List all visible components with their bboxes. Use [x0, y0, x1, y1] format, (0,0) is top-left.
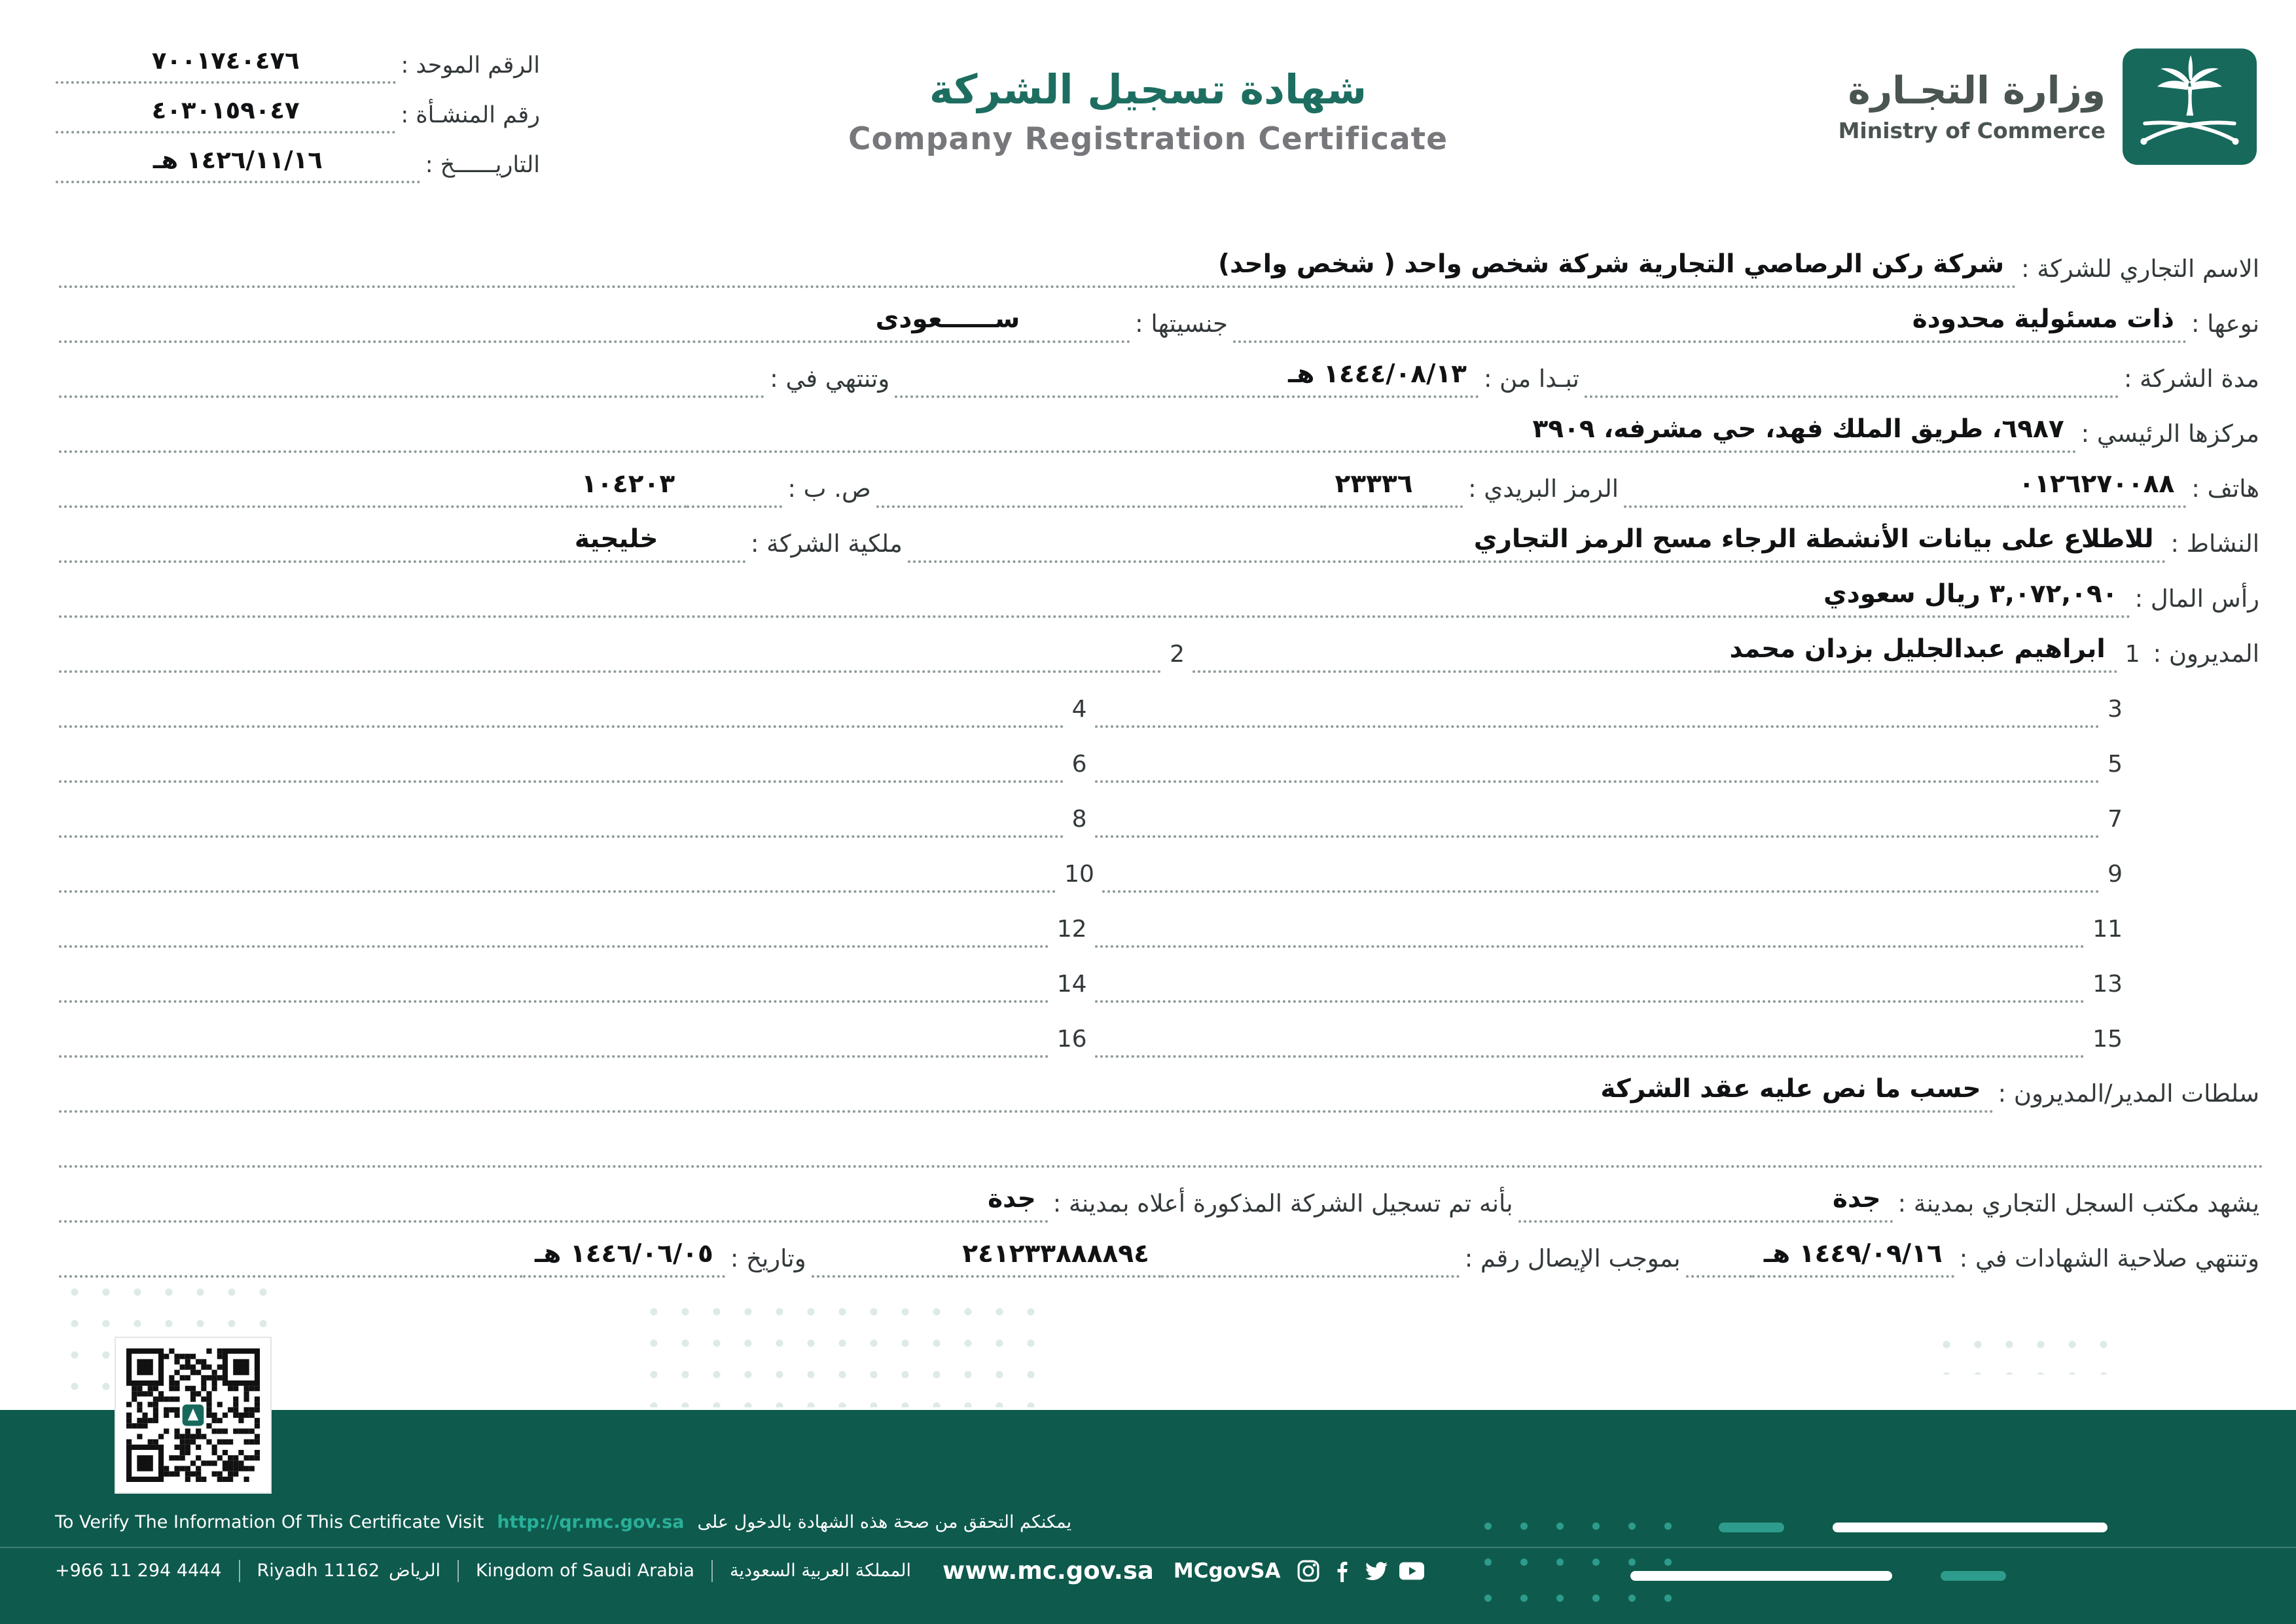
- dotted-leader: [59, 829, 1064, 838]
- dotted-leader: [895, 389, 1276, 398]
- date-label: التاريــــــخ :: [425, 152, 540, 178]
- dotted-leader: [1161, 1269, 1460, 1278]
- dotted-leader: [1518, 1214, 1821, 1223]
- footer-country-arabic: المملكة العربية السعودية: [729, 1561, 912, 1581]
- trade-name-value: شركة ركن الرصاصي التجارية شركة شخص واحد ( شخص واحد): [1206, 249, 2016, 288]
- manager-number: 8: [1071, 806, 1087, 833]
- dotted-leader: [59, 1104, 1588, 1113]
- manager-number: 12: [1056, 916, 1087, 943]
- row-registry-attestation: [59, 1168, 2265, 1223]
- footer-verify-line: [55, 1512, 1071, 1532]
- activity-value: للاطلاع على بيانات الأنشطة الرجاء مسح الرمز التجاري: [1462, 524, 2166, 563]
- dotted-leader: [59, 609, 1812, 618]
- footer-social-icons: [1297, 1560, 1424, 1582]
- verify-url-link[interactable]: http://qr.mc.gov.sa: [497, 1512, 685, 1532]
- row-powers-continuation: [59, 1113, 2265, 1168]
- dotted-leader: [1102, 884, 2100, 893]
- registered-city-value: جدة: [976, 1184, 1048, 1223]
- dotted-leader: [1095, 994, 2085, 1003]
- palm-swords-emblem-icon: [2123, 48, 2257, 165]
- validity-value: ١٤٤٩/٠٩/١٦ هـ: [1752, 1239, 1954, 1278]
- postal-code-value: ٢٣٣٣٦: [1323, 469, 1425, 508]
- dotted-leader: [1425, 499, 1463, 508]
- dotted-leader: [1031, 334, 1130, 343]
- dotted-leader: [59, 334, 864, 343]
- manager-number: 6: [1071, 751, 1087, 778]
- manager-number-2: 2: [1170, 641, 1185, 668]
- background-dots-decoration: [1931, 1329, 2114, 1375]
- row-managers-5-6: [59, 728, 2265, 783]
- dotted-leader: [59, 774, 1064, 783]
- receipt-number-label: بموجب الإيصال رقم :: [1464, 1244, 1681, 1272]
- dotted-leader: [908, 554, 1462, 563]
- instagram-icon[interactable]: [1297, 1560, 1319, 1582]
- row-capital: [59, 563, 2265, 618]
- qr-code: [115, 1337, 272, 1494]
- manager-number: 4: [1071, 696, 1087, 723]
- facebook-icon[interactable]: [1331, 1560, 1354, 1582]
- dotted-leader: [59, 279, 1206, 288]
- footer-divider: [0, 1547, 2296, 1548]
- dotted-leader: [59, 554, 563, 563]
- po-box-value: ١٠٤٢٠٣: [569, 469, 687, 508]
- dotted-leader: [1095, 774, 2100, 783]
- head-office-label: مركزها الرئيسي :: [2081, 420, 2259, 448]
- certificate-title-arabic: شهادة تسجيل الشركة: [929, 65, 1367, 113]
- phone-label: هاتف :: [2191, 475, 2259, 503]
- managers-label: المديرون :: [2153, 640, 2259, 668]
- youtube-icon[interactable]: [1399, 1562, 1424, 1580]
- dotted-leader: [670, 554, 745, 563]
- head-office-value: ٦٩٨٧، طريق الملك فهد، حي مشرفه، ٣٩٠٩: [1520, 414, 2075, 453]
- row-managers-15-16: [59, 1003, 2265, 1058]
- row-manager-powers: [59, 1058, 2265, 1113]
- certificate-title-english: Company Registration Certificate: [848, 121, 1448, 157]
- footer-city-arabic: الرياض: [389, 1561, 441, 1581]
- dotted-leader: [59, 884, 1056, 893]
- unified-number-label: الرقم الموحد :: [401, 52, 540, 79]
- footer-website-link[interactable]: www.mc.gov.sa: [942, 1557, 1154, 1585]
- dotted-leader: [59, 389, 764, 398]
- dotted-leader: [1233, 334, 1901, 343]
- dotted-leader: [59, 939, 1049, 948]
- manager-number: 11: [2092, 916, 2123, 943]
- footer-bar-decoration: [1833, 1523, 2108, 1532]
- row-managers-7-8: [59, 783, 2265, 838]
- row-head-office: [59, 398, 2265, 453]
- registry-office-city: جدة: [1821, 1184, 1893, 1223]
- background-dots-decoration: [638, 1296, 1044, 1407]
- start-date-value: ١٤٤٤/٠٨/١٣ هـ: [1276, 359, 1479, 398]
- manager-number: 3: [2108, 696, 2123, 723]
- dotted-leader: [1095, 939, 2085, 948]
- duration-label: مدة الشركة :: [2123, 365, 2259, 393]
- ministry-name-english: Ministry of Commerce: [1838, 118, 2106, 143]
- po-box-label: ص. ب :: [787, 475, 871, 503]
- dotted-leader: [59, 1049, 1049, 1058]
- nationality-label: جنسيتها :: [1135, 310, 1229, 338]
- date-value: ١٤٢٦/١١/١٦ هـ: [56, 146, 420, 183]
- footer-bar-decoration: [1941, 1571, 2006, 1581]
- footer-dots-decoration: [1470, 1508, 1686, 1619]
- postal-code-label: الرمز البريدي :: [1468, 475, 1619, 503]
- end-date-label: وتنتهي في :: [770, 365, 890, 393]
- ministry-wordmark: [1839, 68, 2106, 143]
- manager-number: 13: [2092, 971, 2123, 998]
- verify-text-arabic: يمكنكم التحقق من صحة هذه الشهادة بالدخول على: [697, 1512, 1072, 1532]
- row-duration: [59, 343, 2265, 398]
- manager-1-name: ابراهيم عبدالجليل بزدان محمد: [1717, 634, 2117, 673]
- manager-number-1: 1: [2125, 641, 2140, 668]
- registered-city-label: بأنه تم تسجيل الشركة المذكورة أعلاه بمدينة :: [1052, 1189, 1513, 1218]
- activity-label: النشاط :: [2170, 530, 2259, 558]
- dotted-leader: [59, 664, 1162, 673]
- nationality-value: ســــــعودى: [864, 304, 1032, 343]
- dotted-leader: [59, 1214, 976, 1223]
- manager-number: 9: [2108, 861, 2123, 888]
- company-type-value: ذات مسئولية محدودة: [1901, 304, 2186, 343]
- dotted-leader: [59, 719, 1064, 728]
- dotted-leader: [59, 444, 1520, 453]
- capital-label: رأس المال :: [2134, 585, 2259, 613]
- dotted-leader: [59, 994, 1049, 1003]
- row-type-nationality: [59, 288, 2265, 343]
- dotted-leader: [1095, 829, 2100, 838]
- manager-powers-value: حسب ما نص عليه عقد الشركة: [1588, 1074, 1992, 1113]
- row-managers-9-10: [59, 838, 2265, 893]
- footer-separator: [457, 1560, 459, 1582]
- footer-separator: [239, 1560, 240, 1582]
- dotted-leader: [59, 1159, 2265, 1168]
- twitter-icon[interactable]: [1365, 1560, 1388, 1582]
- registry-office-label: يشهد مكتب السجل التجاري بمدينة :: [1897, 1189, 2259, 1218]
- footer-bar-decoration: [1630, 1571, 1892, 1581]
- dotted-leader: [1624, 499, 2007, 508]
- unified-number-value: ٧٠٠١٧٤٠٤٧٦: [56, 46, 396, 84]
- manager-number: 16: [1056, 1026, 1087, 1053]
- manager-number: 5: [2108, 751, 2123, 778]
- manager-powers-label: سلطات المدير/المديرون :: [1998, 1079, 2259, 1108]
- footer-country-english: Kingdom of Saudi Arabia: [476, 1561, 694, 1581]
- manager-number: 14: [1056, 971, 1087, 998]
- ministry-name-arabic: وزارة التجـارة: [1848, 68, 2106, 113]
- dotted-leader: [1095, 719, 2100, 728]
- manager-number: 15: [2092, 1026, 2123, 1053]
- row-activity-ownership: [59, 508, 2265, 563]
- footer-separator: [711, 1560, 713, 1582]
- row-managers-11-12: [59, 893, 2265, 948]
- footer-bar: [0, 1410, 2296, 1624]
- footer-phone: +966 11 294 4444: [55, 1561, 222, 1581]
- dotted-leader: [876, 499, 1323, 508]
- ministry-logo: [1839, 48, 2257, 165]
- footer-social-handle: MCgovSA: [1173, 1559, 1281, 1583]
- entity-number-value: ٤٠٣٠١٥٩٠٤٧: [56, 96, 395, 134]
- dotted-leader: [687, 499, 782, 508]
- ownership-value: خليجية: [563, 524, 670, 563]
- start-date-label: تبـدا من :: [1483, 365, 1579, 393]
- verify-text-english: To Verify The Information Of This Certificate Visit: [55, 1512, 484, 1532]
- dotted-leader: [1095, 1049, 2085, 1058]
- footer-city-english: Riyadh 11162: [257, 1561, 380, 1581]
- receipt-number-value: ٢٤١٢٣٣٨٨٨٨٩٤: [950, 1239, 1161, 1278]
- row-managers-3-4: [59, 673, 2265, 728]
- dotted-leader: [812, 1269, 951, 1278]
- receipt-date-value: ١٤٤٦/٠٦/٠٥ هـ: [523, 1239, 725, 1278]
- row-managers: [59, 618, 2265, 673]
- validity-label: وتنتهي صلاحية الشهادات في :: [1959, 1244, 2259, 1272]
- trade-name-label: الاسم التجاري للشركة :: [2021, 255, 2259, 283]
- phone-value: ٠١٢٦٢٧٠٠٨٨: [2007, 469, 2186, 508]
- dotted-leader: [59, 499, 569, 508]
- manager-number: 7: [2108, 806, 2123, 833]
- row-validity-receipt: [59, 1223, 2265, 1278]
- row-trade-name: [59, 233, 2265, 288]
- qr-code-icon: [126, 1348, 260, 1482]
- receipt-date-label: وتاريخ :: [730, 1244, 806, 1272]
- footer-bar-decoration: [1719, 1523, 1784, 1532]
- dotted-leader: [1585, 389, 2119, 398]
- dotted-leader: [1686, 1269, 1752, 1278]
- capital-value: ٣,٠٧٢,٠٩٠ ريال سعودي: [1812, 579, 2130, 618]
- row-managers-13-14: [59, 948, 2265, 1003]
- entity-number-label: رقم المنشـأة :: [401, 102, 540, 128]
- ownership-label: ملكية الشركة :: [750, 530, 903, 558]
- dotted-leader: [1193, 664, 1717, 673]
- company-type-label: نوعها :: [2191, 310, 2259, 338]
- manager-number: 10: [1064, 861, 1094, 888]
- certificate-body: [59, 233, 2265, 1278]
- row-phone-postal: [59, 453, 2265, 508]
- footer-contact-line: [55, 1557, 1424, 1585]
